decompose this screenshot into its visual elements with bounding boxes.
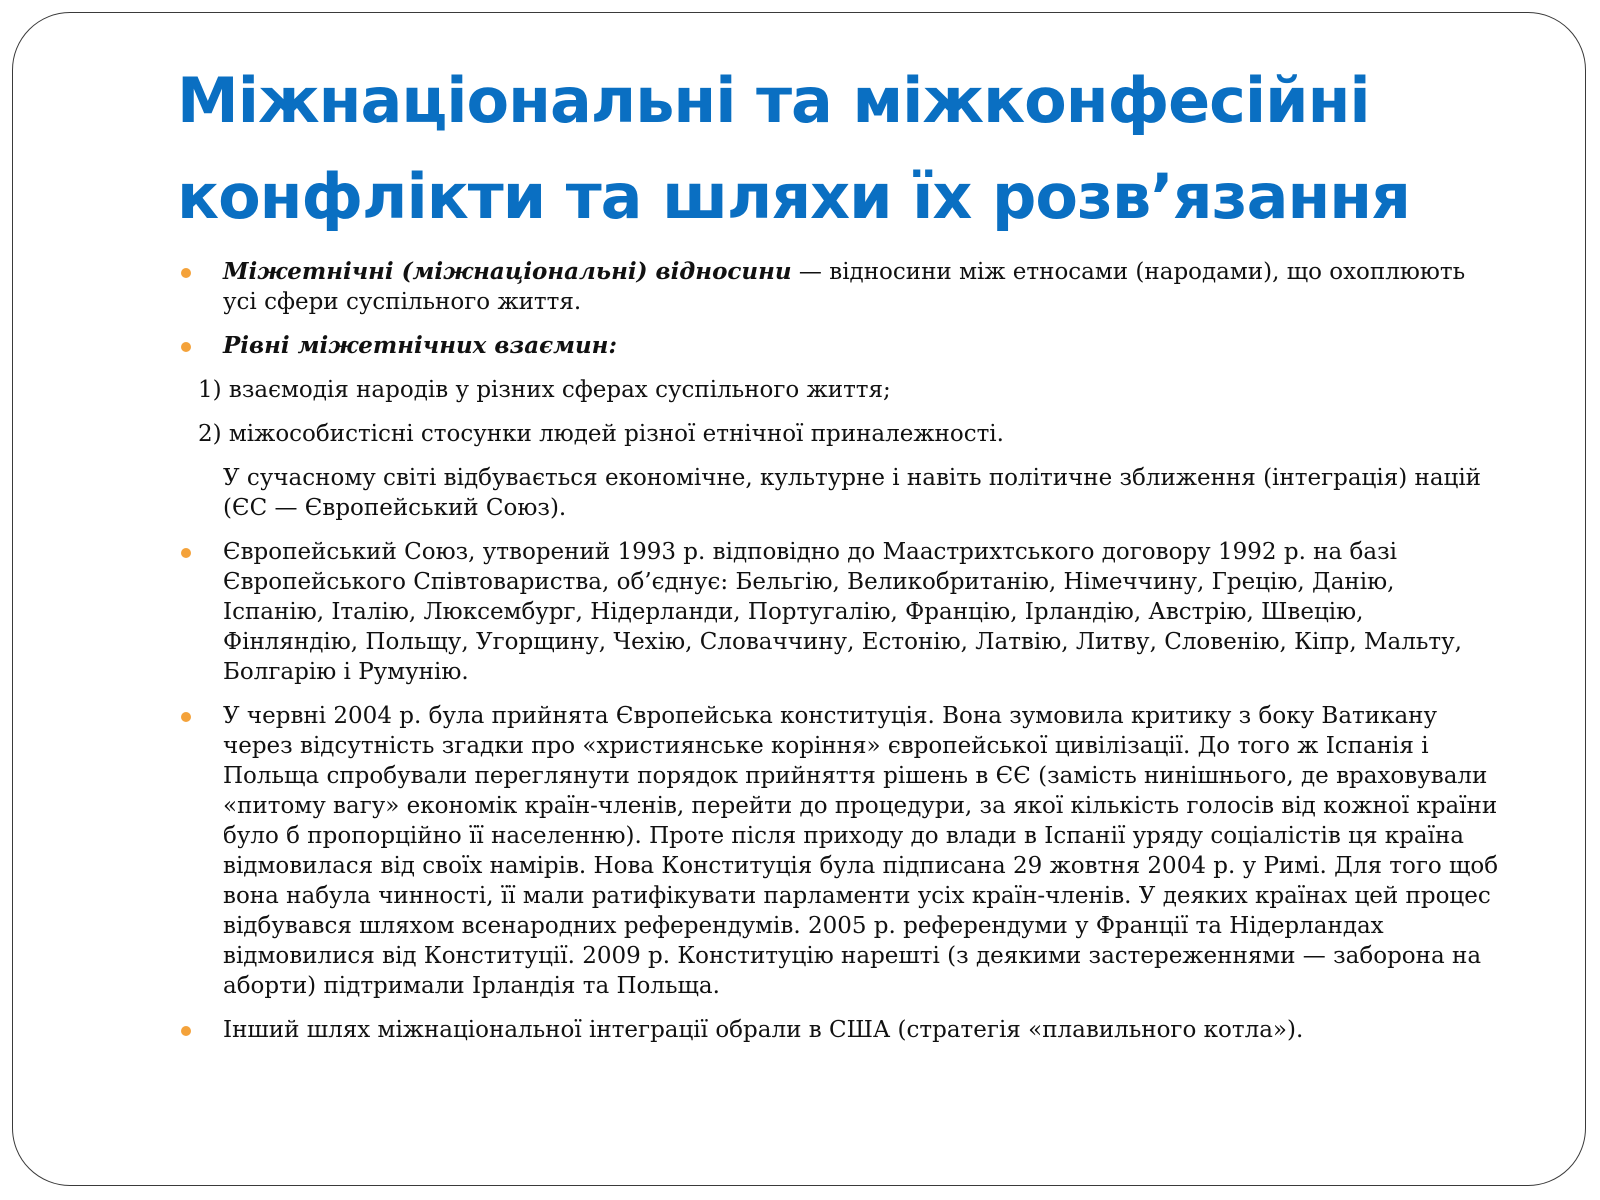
usa-text: Інший шлях міжнаціональної інтеграції обрали в США (стратегія «плавильного котла»). — [223, 1017, 1304, 1043]
bullet-icon — [181, 1026, 191, 1036]
bullet-paragraph-usa — [179, 1015, 1499, 1045]
eu-text: Європейський Союз, утворений 1993 р. відповідно до Маастрихтського договору 1992 р. на базі Європейського Співтовариства, об’єднує: Бельгію, Великобританію, Німеччину, Грецію, Данію, Іспанію, Італію, Люксембург, Нідерланди, Португалію, Францію, Ірландію, Австрію, Швецію, Фінляндію, Польщу, Угорщину, Чехію, Словаччину, Естонію, Латвію, Литву, Словенію, Кіпр, Мальту, Болгарію і Румунію. — [223, 539, 1462, 685]
slide — [12, 12, 1586, 1186]
bullet-paragraph-eu — [179, 537, 1499, 687]
bullet-paragraph-definition — [179, 257, 1499, 317]
integration-paragraph: У сучасному світі відбувається економічне, культурне і навіть політичне зближення (інтеграція) націй (ЄС — Європейський Союз). — [223, 465, 1482, 521]
bullet-icon — [181, 268, 191, 278]
slide-title: Міжнаціональні та міжконфесійні конфлікти та шляхи їх розв’язання — [177, 64, 1410, 233]
level-item-1: 1) взаємодія народів у різних сферах суспільного життя; — [198, 377, 891, 403]
slide-content — [179, 257, 1499, 1059]
bullet-paragraph-levels — [179, 331, 1499, 361]
term-levels: Рівні міжетнічних взаємин: — [223, 332, 617, 359]
constitution-text: У червні 2004 р. була прийнята Європейська конституція. Вона зумовила критику з боку Ватикану через відсутність згадки про «християнське коріння» європейської цивілізації. До того ж Іспанія і Польща спробували переглянути порядок прийняття рішень в ЄЄ (замість нинішнього, де враховували «питому вагу» економік країн-членів, перейти до процедури, за якої кількість голосів від кожної країни було б пропорційно її населенню). Проте після приходу до влади в Іспанії уряду соціалістів ця країна відмовилася від своїх намірів. Нова Конституція була підписана 29 жовтня 2004 р. у Римі. Для того щоб вона набула чинності, її мали ратифікувати парламенти усіх країн-членів. У деяких країнах цей процес відбувався шляхом всенародних референдумів. 2005 р. референдуми у Франції та Нідерландах відмовилися від Конституції. 2009 р. Конституцію нарешті (з деякими застереженнями — заборона на аборти) підтримали Ірландія та Польща. — [223, 703, 1499, 999]
definition-text: — відносини між етносами (народами), що охоплюють усі сфери суспільного життя. — [223, 259, 1466, 315]
bullet-paragraph-constitution — [179, 701, 1499, 1001]
bullet-icon — [181, 342, 191, 352]
bullet-icon — [181, 548, 191, 558]
level-item-2: 2) міжособистісні стосунки людей різної етнічної приналежності. — [198, 421, 1004, 447]
bullet-icon — [181, 712, 191, 722]
term-interethnic-relations: Міжетнічні (міжнаціональні) відносини — [223, 258, 792, 285]
